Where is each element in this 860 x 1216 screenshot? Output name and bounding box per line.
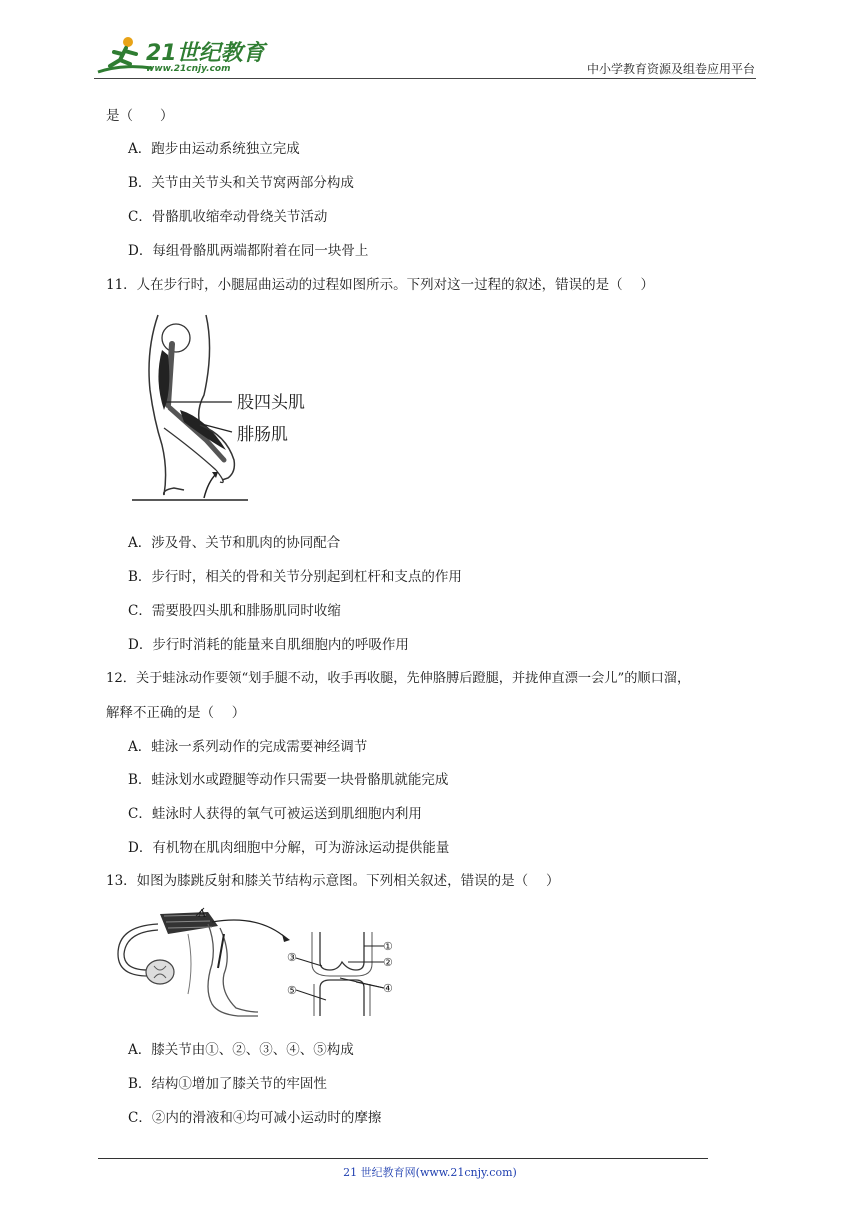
q11-option-a: A．涉及骨、关节和肌肉的协同配合	[128, 535, 341, 551]
q10-option-d: D．每组骨骼肌两端都附着在同一块骨上	[128, 243, 369, 259]
header-divider	[94, 78, 756, 79]
q12-option-d: D．有机物在肌肉细胞中分解，可为游泳运动提供能量	[128, 840, 450, 856]
q13-option-c: C．②内的滑液和④均可减小运动时的摩擦	[128, 1110, 382, 1126]
label-gastrocnemius: 腓肠肌	[237, 425, 288, 445]
q12-option-c: C．蛙泳时人获得的氧气可被运送到肌细胞内利用	[128, 806, 422, 822]
q10-option-c: C．骨骼肌收缩牵动骨绕关节活动	[128, 209, 328, 225]
footer-link[interactable]: 21 世纪教育网(www.21cnjy.com)	[343, 1166, 517, 1179]
q10-option-a: A．跑步由运动系统独立完成	[128, 141, 300, 157]
label-quadriceps: 股四头肌	[237, 393, 305, 413]
knee-reflex-figure	[108, 904, 408, 1024]
q10-option-b: B．关节由关节头和关节窝两部分构成	[128, 175, 354, 191]
footer-divider	[98, 1158, 708, 1159]
label-2: ②	[383, 956, 393, 969]
label-1: ①	[383, 940, 393, 953]
q13-stem: 13．如图为膝跳反射和膝关节结构示意图。下列相关叙述，错误的是（ ）	[106, 873, 560, 889]
label-a: A	[198, 907, 206, 920]
q12-option-a: A．蛙泳一系列动作的完成需要神经调节	[128, 739, 368, 755]
q11-stem: 11．人在步行时，小腿屈曲运动的过程如图所示。下列对这一过程的叙述，错误的是（ ）	[106, 277, 654, 293]
q11-option-d: D．步行时消耗的能量来自肌细胞内的呼吸作用	[128, 637, 409, 653]
q10-stem-tail: 是（ ）	[106, 108, 174, 124]
q12-stem-line2: 解释不正确的是（ ）	[106, 705, 246, 721]
logo-url: www.21cnjy.com	[146, 64, 231, 74]
q11-option-c: C．需要股四头肌和腓肠肌同时收缩	[128, 603, 341, 619]
q12-option-b: B．蛙泳划水或蹬腿等动作只需要一块骨骼肌就能完成	[128, 772, 449, 788]
q13-option-b: B．结构①增加了膝关节的牢固性	[128, 1076, 327, 1092]
label-5: ⑤	[287, 984, 297, 997]
header-platform-text: 中小学教育资源及组卷应用平台	[586, 62, 755, 76]
q11-option-b: B．步行时，相关的骨和关节分别起到杠杆和支点的作用	[128, 569, 462, 585]
label-4: ④	[383, 982, 393, 995]
logo-text: 21世纪教育	[146, 41, 265, 66]
label-3: ③	[287, 951, 297, 964]
q12-stem-line1: 12．关于蛙泳动作要领“划手腿不动，收手再收腿，先伸胳膊后蹬腿，并拢伸直漂一会儿”的顺口溜，	[106, 671, 691, 686]
q13-option-a: A．膝关节由①、②、③、④、⑤构成	[128, 1042, 354, 1058]
